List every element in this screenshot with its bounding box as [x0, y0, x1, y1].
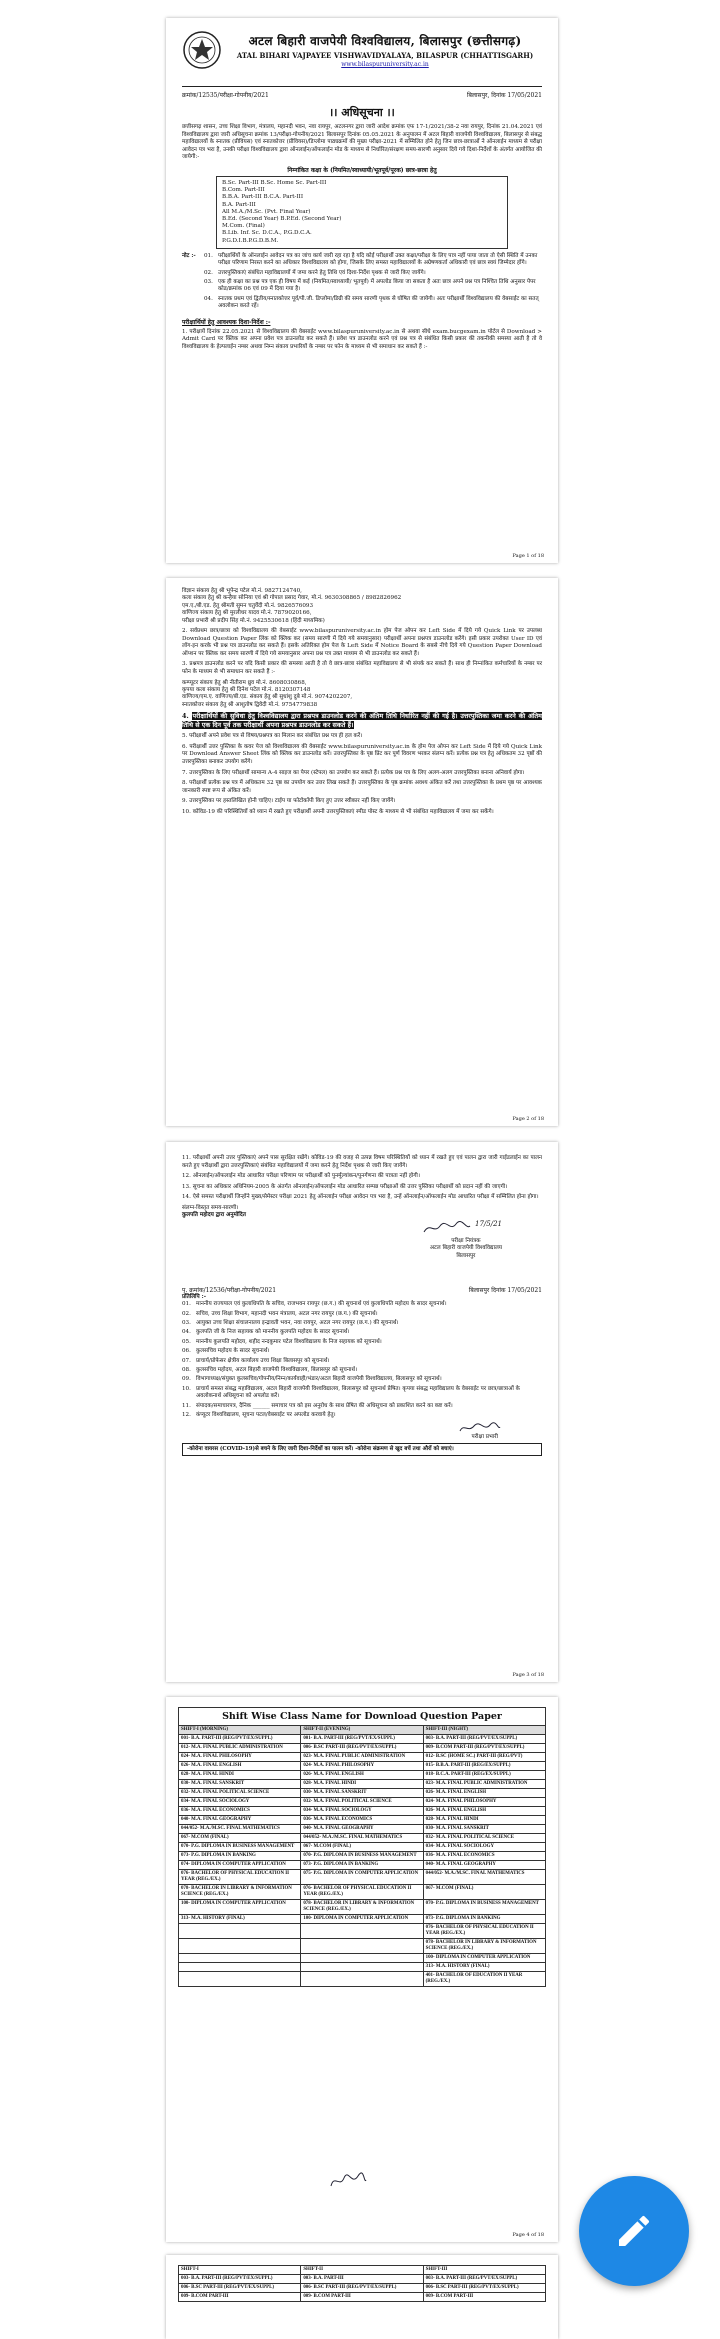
- copy-item: 01. माननीय राज्यपाल एवं कुलाधिपति के सचिव, राजभवन रायपुर (छ.ग.) की सूचनार्थ एवं कुलाधिपति महोदय के सादर सूचनार्थ।: [182, 1301, 447, 1308]
- guideline-item-6: 6. परीक्षार्थी उत्तर पुस्तिका के कवर पेज को विश्वविद्यालय की वेबसाईट www.bilaspuruniversity.ac.in के होम पेज ओपन कर Left Side में दिये गये Quick Link पर Download Answer Sheet लिंक को क्लिक कर डाउनलोड करें। उत्तरपुस्तिका के पृष्ठ प्रिंट कर पूर्ण विवरण भरकर संलग्न करें। प्रत्येक प्रश्न पत्र हेतु अधिकतम 32 पृष्ठों की उत्तरपुस्तिका बनाकर उपयोग करेंगे।: [182, 743, 542, 765]
- table-cell: [301, 1939, 423, 1954]
- table-cell: [301, 1924, 423, 1939]
- copy-item: 04. कुलपति जी के निज सहायक को माननीय कुलपति महोदय के सादर सूचनार्थ।: [182, 1329, 350, 1336]
- table-cell: 074- DIPLOMA IN COMPUTER APPLICATION: [179, 1861, 301, 1870]
- table-cell: 028- M.A. FINAL HINDI: [301, 1780, 423, 1789]
- table-cell: 009- B.COM PART-III: [179, 2293, 301, 2302]
- contact-line: एम.ए./बी.एड. हेतु श्रीमती सुमन चतुर्वेदी मो.नं. 9826576093: [182, 602, 314, 609]
- table-cell: 026- M.A. FINAL ENGLISH: [179, 1762, 301, 1771]
- table-cell: 073- P.G. DIPLOMA IN BANKING: [301, 1861, 423, 1870]
- document-page-1: [166, 18, 558, 563]
- page-number: Page 1 of 18: [512, 553, 544, 559]
- table-cell: 018- B.C.A. PART-III (REG/EX/SUPPL): [423, 1771, 545, 1780]
- helpline-line: स्नातकोत्तर संकाय हेतु श्री आशुतोष द्विवेदी मो.नं. 9754779838: [182, 701, 318, 708]
- signatory-title: परीक्षा नियंत्रक: [451, 1237, 481, 1244]
- course-item: M.Com. (Final): [222, 223, 265, 230]
- table-cell: 023- M.A. FINAL PUBLIC ADMINISTRATION: [423, 1780, 545, 1789]
- guideline-item-5: 5. परीक्षार्थी अपने प्रवेश पत्र से विषय/प्रश्नपत्र का मिलान कर संबंधित प्रश्न पत्र ही हल करें।: [182, 733, 363, 740]
- university-name-english: ATAL BIHARI VAJPAYEE VISHWAVIDYALAYA, BILASPUR (CHHATTISGARH): [236, 51, 534, 60]
- university-seal-icon: [182, 30, 222, 70]
- table-cell: 003- B.A. PART-III (REG/PVT/EX/SUPPL): [423, 1735, 545, 1744]
- guidelines-heading: परीक्षार्थियों हेतु आवश्यक दिशा-निर्देश :-: [182, 318, 271, 326]
- table-row: [179, 1744, 546, 1753]
- table-cell: 073- P.G. DIPLOMA IN BANKING: [423, 1915, 545, 1924]
- table-row: [179, 1735, 546, 1744]
- table-row: [179, 2293, 546, 2302]
- table-row: [179, 1825, 546, 1834]
- table-cell: 078- BACHELOR IN LIBRARY & INFORMATION SCIENCE (REG./EX.): [179, 1885, 301, 1900]
- table-cell: 026- M.A. FINAL ENGLISH: [423, 1789, 545, 1798]
- contact-line: विज्ञान संकाय हेतु श्री भूपेन्द्र पटेल मो.नं. 9827124740,: [182, 588, 302, 594]
- table-cell: 044/052- M.A./M.SC. FINAL MATHEMATICS: [179, 1825, 301, 1834]
- table-cell: 001- B.A. PART-III (REG/PVT/EX/SUPPL): [179, 1735, 301, 1744]
- table-row: [179, 1816, 546, 1825]
- table-cell: 003- B.A. PART-III: [301, 2275, 423, 2284]
- table-cell: [179, 1924, 301, 1939]
- table-cell: 313- M.A. HISTORY (FINAL): [179, 1915, 301, 1924]
- table-cell: [179, 1963, 301, 1972]
- table-cell: 024- M.A. FINAL PHILOSOPHY: [423, 1798, 545, 1807]
- table-row: [179, 1762, 546, 1771]
- table-row: [179, 1900, 546, 1915]
- page-number: Page 2 of 18: [512, 1116, 544, 1122]
- document-page-4: [166, 1697, 558, 2242]
- copy-item: 11. संपादक/समाचारपत्र, दैनिक ______ समाचार पत्र को इस अनुरोध के साथ प्रेषित की अधिसूचना को प्रकाशित करने का कष्ट करें।: [182, 1402, 453, 1409]
- attachment-note: संलग्न-विस्तृत समय-सारणी।: [182, 1204, 239, 1211]
- document-page-2: [166, 578, 558, 1126]
- course-table-title: निम्नांकित कक्षा के (नियमित/स्वाध्यायी/भूतपूर्व/पूरक) छात्र-छात्रा हेतु: [287, 166, 437, 174]
- table-cell: 075- P.G. DIPLOMA IN COMPUTER APPLICATION: [301, 1870, 423, 1885]
- table-cell: 006- B.SC PART-III (REG/PVT/EX/SUPPL): [423, 2284, 545, 2293]
- guideline-item-7: 7. उत्तरपुस्तिका के लिए परीक्षार्थी सामान्य A-4 साइज का पेपर (स्टेपल) का उपयोग कर सकते हैं। प्रत्येक प्रश्न पत्र के लिए अलग-अलग उत्तरपुस्तिका बनाना अनिवार्य होगा।: [182, 769, 525, 776]
- table-cell: 032- M.A. FINAL POLITICAL SCIENCE: [301, 1798, 423, 1807]
- table-row: [179, 1972, 546, 1987]
- contact-line: वाणिज्य संकाय हेतु श्री मुरलीधर यादव मो.नं. 7879020166,: [182, 610, 312, 617]
- reference-date: बिलासपुर, दिनांक 17/05/2021: [466, 92, 542, 99]
- notes-label: नोट :-: [182, 252, 196, 259]
- table-cell: 024- M.A. FINAL PHILOSOPHY: [301, 1762, 423, 1771]
- table-cell: [301, 1954, 423, 1963]
- table-row: [179, 1939, 546, 1954]
- notes-section: [182, 253, 542, 313]
- table-cell: 067- M.COM (FINAL): [301, 1843, 423, 1852]
- signatory-university: अटल बिहारी वाजपेयी विश्वविद्यालय: [429, 1245, 502, 1252]
- note-item: 03. एक ही कक्षा का प्रश्न पत्र एक ही विषय में कई (नियमित/स्वाध्यायी/ भूतपूर्व) में अपलोड किया जा सकता है अतः छात्र अपने प्रश्न पत्र निश्चित तिथि अनुसार पेपर कोड/क्रमांक 06 एवं 09 में दिया गया है।: [204, 279, 536, 293]
- table-cell: 070- P.G. DIPLOMA IN BUSINESS MANAGEMENT: [423, 1900, 545, 1915]
- helpline-line: कम्प्यूटर संकाय हेतु श्री नीतीराम ध्रुव मो.नं. 8608030868,: [182, 679, 307, 686]
- approval-note: कुलपति महोदय द्वारा अनुमोदित: [182, 1212, 246, 1219]
- document-page-3: [166, 1142, 558, 1682]
- table-cell: 032- M.A. FINAL POLITICAL SCIENCE: [423, 1834, 545, 1843]
- table-cell: 067- M.COM (FINAL): [179, 1834, 301, 1843]
- reference-number: क्रमांक/12535/परीक्षा-गोपनीय/2021: [182, 92, 269, 99]
- table-cell: 009- B.COM PART-III: [301, 2293, 423, 2302]
- table-row: [179, 1924, 546, 1939]
- notification-title: ।। अधिसूचना ।।: [329, 106, 395, 119]
- table-cell: [301, 1972, 423, 1987]
- table-row: [179, 1870, 546, 1885]
- shift-table: [178, 1725, 546, 1987]
- table-row: [179, 1852, 546, 1861]
- copy-item: 06. कुलसचिव महोदय के सादर सूचनार्थ।: [182, 1348, 270, 1355]
- note-item: 02. उत्तरपुस्तिकाएं संबंधित महाविद्यालयों में जमा करने हेतु तिथि एवं दिशा-निर्देश पृथक से जारी किए जायेंगे।: [204, 269, 426, 276]
- table-row: [179, 1780, 546, 1789]
- course-item: B.A. Part-III: [222, 201, 256, 208]
- table-cell: [179, 1939, 301, 1954]
- table-cell: 026- M.A. FINAL ENGLISH: [423, 1807, 545, 1816]
- table-cell: 067- M.COM (FINAL): [423, 1885, 545, 1900]
- edit-fab-button[interactable]: [579, 2176, 689, 2286]
- copy-item: 09. विभागाध्यक्ष/संयुक्त कुलसचिव/गोपनीय/निम्न/कार्यवाही/भंडार/अटल बिहारी वाजपेयी विश्वविद्यालय, बिलासपुर को सूचनार्थ।: [182, 1376, 442, 1383]
- shift-table-continued: [178, 2265, 546, 2302]
- university-website-link[interactable]: www.bilaspuruniversity.ac.in: [341, 61, 429, 68]
- copy-item: 12. कंप्यूटर विश्वविद्यालय, सूचना पटल/वेबसाईट पर अपलोड करवाये हेतु।: [182, 1412, 336, 1419]
- copy-item: 08. कुलसचिव महोदय, अटल बिहारी वाजपेयी विश्वविद्यालय, बिलासपुर को सूचनार्थ।: [182, 1367, 358, 1374]
- table-cell: 076- BACHELOR OF PHYSICAL EDUCATION II YEAR (REG./EX.): [301, 1885, 423, 1900]
- signatory-title: परीक्षा प्रभारी: [471, 1434, 498, 1441]
- handwritten-signature-icon: [328, 2170, 368, 2192]
- table-row: [179, 1915, 546, 1924]
- table-header-row: SHIFT-I (MORNING) SHIFT-II (EVENING) SHIFT-III (NIGHT): [179, 1726, 546, 1735]
- table-cell: 044/052- M.A./M.SC. FINAL MATHEMATICS: [301, 1834, 423, 1843]
- page-number: Page 4 of 18: [512, 2232, 544, 2238]
- table-cell: 073- P.G. DIPLOMA IN BANKING: [179, 1852, 301, 1861]
- table-cell: 034- M.A. FINAL SOCIOLOGY: [423, 1843, 545, 1852]
- copy-item: 10. प्राचार्य समस्त संबद्ध महाविद्यालय, अटल बिहारी वाजपेयी विश्वविद्यालय, बिलासपुर को सूचनार्थ प्रेषित। कृपया संबद्ध महाविद्यालय के वेबसाईट पर छात्र/छात्राओं के अवलोकनार्थ अधिसूचना को अपलोड करें।: [182, 1385, 520, 1400]
- guideline-item-9: 9. उत्तरपुस्तिका पर हस्तलिखित होनी चाहिए। टाईप या फोटोकॉपी किए हुए उत्तर स्वीकार नहीं किए जायेंगे।: [182, 798, 396, 805]
- helpline-line: वाणिज्य/एम.ए. वाणिज्य/बी.एड. संकाय हेतु श्री सुधांशु दुबे मो.नं. 9074202207,: [182, 694, 353, 701]
- table-cell: 034- M.A. FINAL SOCIOLOGY: [301, 1807, 423, 1816]
- helpline-line: कृपया कला संकाय हेतु श्री दिनेश पटेल मो.नं. 8120307148: [182, 687, 311, 693]
- handwritten-signature-icon: [422, 1220, 472, 1236]
- course-list: [216, 176, 508, 249]
- table-cell: 313- M.A. HISTORY (FINAL): [423, 1963, 545, 1972]
- table-cell: 003- B.A. PART-III (REG/PVT/EX/SUPPL): [179, 2275, 301, 2284]
- university-name-hindi: अटल बिहारी वाजपेयी विश्वविद्यालय, बिलासपुर (छत्तीसगढ़): [248, 34, 522, 48]
- table-cell: [179, 1972, 301, 1987]
- table-row: [179, 1885, 546, 1900]
- table-cell: 036- M.A. FINAL ECONOMICS: [423, 1852, 545, 1861]
- table-cell: 006- B.SC PART-III (REG/PVT/EX/SUPPL): [179, 2284, 301, 2293]
- table-header-row: SHIFT-I SHIFT-II SHIFT-III: [179, 2266, 546, 2275]
- guideline-item-11: 11. परीक्षार्थी अपनी उत्तर पुस्तिकाएं अपने पास सुरक्षित रखेंगे। कोविड-19 की वजह से उत्पन्न विषम परिस्थितियों को ध्यान में रखते हुए एवं पालन द्वारा जारी गाईडलाईन का पालन करते हुए परीक्षार्थी द्वारा उत्तरपुस्तिकाएं संबंधित महाविद्यालयों में जमा करने हेतु निर्देश पृथक से जारी किए जायेंगे।: [182, 1155, 542, 1169]
- table-cell: 401- BACHELOR OF EDUCATION II YEAR (REG./EX.): [423, 1972, 545, 1987]
- table-cell: 001- B.A. PART-III (REG/PVT/EX/SUPPL): [301, 1735, 423, 1744]
- edit-pencil-icon: [614, 2211, 654, 2251]
- note-item: 01. परीक्षार्थियों के ऑनलाईन आवेदन पत्र का जांच कार्य जारी रहा रहा है यदि कोई परीक्षार्थी उक्त कक्षा/परीक्षा के लिए पात्र नहीं पाया जाता तो ऐसी स्थिति में उनका परीक्षा परिणाम निरस्त करने का अधिकार विश्वविद्यालय को होगा, जिसके लिए समस्त महाविद्यालयों के अग्रेषणकर्ता अधिकारी एवं छात्र स्वयं जिम्मेदार होंगे।: [204, 252, 538, 267]
- table-row: [179, 1861, 546, 1870]
- table-row: [179, 1807, 546, 1816]
- table-cell: 100- DIPLOMA IN COMPUTER APPLICATION: [179, 1900, 301, 1915]
- table-cell: 040- M.A. FINAL GEOGRAPHY: [301, 1825, 423, 1834]
- table-cell: 030- M.A. FINAL SANSKRIT: [301, 1789, 423, 1798]
- guideline-item-13: 13. सूचना का अधिकार अधिनियम-2005 के अंतर्गत ऑनलाईन/ऑफलाईन मोड आधारित सम्पन्न परीक्षाओं की उत्तर पुस्तिका परीक्षार्थी को प्रदान नहीं की जाएगी।: [182, 1183, 508, 1190]
- copy-to-label: प्रतिलिपि :-: [182, 1293, 207, 1300]
- guideline-item-14: 14. ऐसे समस्त परीक्षार्थी जिन्होंने मुख्य/सेमेस्टर परीक्षा 2021 हेतु ऑनलाईन परीक्षा आवेदन पत्र भरा है, उन्हें ऑनलाईन/ऑफलाईन मोड आधारित परीक्षा में सम्मिलित होना होगा।: [182, 1194, 539, 1201]
- reference-line: [182, 91, 542, 99]
- guideline-item-8: 8. परीक्षार्थी प्रत्येक प्रश्न पत्र में अधिकतम 32 पृष्ठ का उपयोग कर उत्तर लिख सकते हैं। उत्तरपुस्तिका के पृष्ठ क्रमांक अवश्य अंकित करें तथा उत्तरपुस्तिका के प्रथम पृष्ठ पर आवश्यक जानकारी स्पष्ट रूप से अंकित करें।: [182, 780, 542, 794]
- course-item: All M.A./M.Sc. (Pvt. Final Year): [222, 208, 311, 215]
- signature-block-2: [182, 1421, 542, 1443]
- table-cell: 078- BACHELOR IN LIBRARY & INFORMATION SCIENCE (REG./EX.): [301, 1900, 423, 1915]
- table-cell: 023- M.A. FINAL PUBLIC ADMINISTRATION: [301, 1753, 423, 1762]
- table-cell: [301, 1963, 423, 1972]
- table-row: [179, 1963, 546, 1972]
- table-row: [179, 1771, 546, 1780]
- table-row: [179, 1843, 546, 1852]
- table-cell: 070- P.G. DIPLOMA IN BUSINESS MANAGEMENT: [301, 1852, 423, 1861]
- table-cell: 034- M.A. FINAL SOCIOLOGY: [179, 1798, 301, 1807]
- guideline-item-10: 10. कोविड-19 की परिस्थितियों को ध्यान में रखते हुए परीक्षार्थी अपनी उत्तरपुस्तिकाएं स्पीड पोस्ट के माध्यम से भी संबंधित महाविद्यालय में जमा कर सकेंगे।: [182, 808, 494, 815]
- table-cell: 076- BACHELOR OF PHYSICAL EDUCATION II YEAR (REG./EX.): [179, 1870, 301, 1885]
- signature-date: 17/5/21: [475, 1219, 502, 1228]
- document-page-5: [166, 2255, 558, 2339]
- letterhead: [182, 28, 542, 87]
- table-cell: 009- B.COM PART-III: [423, 2293, 545, 2302]
- table-cell: 044/052- M.A./M.SC. FINAL MATHEMATICS: [423, 1870, 545, 1885]
- copy-item: 05. माननीय कुलपति महोदय, शहीद नन्दकुमार पटेल विश्वविद्यालय के निज सहायक को सूचनार्थ।: [182, 1338, 382, 1345]
- guideline-item-4-highlighted: 4. परीक्षार्थियों की सुविधा हेतु विश्वविद्यालय द्वारा प्रश्नपत्र डाउनलोड करने की अंतिम तिथि निर्धारित नहीं की गई है। उत्तरपुस्तिका जमा करने की अंतिम तिथि से एक दिन पूर्व तक परीक्षार्थी अपना प्रश्नपत्र डाउनलोड कर सकते हैं।: [182, 712, 542, 730]
- table-cell: 028- M.A. FINAL HINDI: [179, 1771, 301, 1780]
- table-cell: 003- B.A. PART-III (REG/PVT/EX/SUPPL): [423, 2275, 545, 2284]
- intro-paragraph: छत्तीसगढ़ शासन, उच्च शिक्षा विभाग, मंत्रालय, महानदी भवन, नवा रायपुर, अटलनगर द्वारा जारी आदेश क्रमांक एफ 17-1/2021/38-2 नवा रायपुर, दिनांक 21.04.2021 एवं विश्वविद्यालय द्वारा जारी अधिसूचना क्रमांक 13/परीक्षा-गोपनीय/2021 बिलासपुर दिनांक 05.05.2021 के अनुपालन में अटल बिहारी वाजपेयी विश्वविद्यालय, बिलासपुर से संबद्ध महाविद्यालयों के स्नातक (प्रीवियस) एवं स्नातकोत्तर (प्रीवियस)/डिप्लोमा पाठ्यक्रमों की मुख्य परीक्षा-2021 में सम्मिलित होने हेतु जिन छात्र-छात्राओं ने ऑनलाईन माध्यम से परीक्षा आवेदन पत्र भरा है, उनकी परीक्षा विश्वविद्यालय द्वारा ऑनलाईन/ऑफलाईन मोड के माध्यम से निर्धारित/संरक्षण समय-सारणी अनुसार दिये गये दिशा-निर्देशों के अंतर्गत आयोजित की जायेगी:-: [182, 124, 542, 161]
- copy-item: 02. सचिव, उच्च शिक्षा विभाग, महानदी भवन मंत्रालय, अटल नगर रायपुर (छ.ग.) की सूचनार्थ।: [182, 1310, 378, 1317]
- table-cell: 015- B.B.A. PART-III (REG/EX/SUPPL): [423, 1762, 545, 1771]
- table-cell: [179, 1954, 301, 1963]
- note-item: 04. स्नातक प्रथम एवं द्वितीय/स्नातकोत्तर पूर्व/पी.जी. डिप्लोमा/डिग्री की समय सारणी पृथक से घोषित की जायेगी। अतः परीक्षार्थी विश्वविद्यालय की वेबसाईट का सतत् अवलोकन करते रहें।: [204, 295, 539, 310]
- course-item: B.Sc. Part-III B.Sc. Home Sc. Part-III: [222, 179, 327, 186]
- course-item: P.G.D.I.B.P.G.D.B.M.: [222, 237, 279, 244]
- covid-notice-box: -कोरोना वायरस (COVID-19)से बचने के लिए जारी दिशा-निर्देशों का पालन करें। -कोरोना संक्रमण से खुद बचें तथा औरों को बचाएं।: [182, 1443, 542, 1456]
- signature-block-1: [182, 1220, 542, 1282]
- copy-reference-date: बिलासपुर दिनांक 17/05/2021: [468, 1286, 542, 1294]
- table-cell: 028- M.A. FINAL HINDI: [423, 1816, 545, 1825]
- table-cell: 036- M.A. FINAL ECONOMICS: [179, 1807, 301, 1816]
- table-cell: 032- M.A. FINAL POLITICAL SCIENCE: [179, 1789, 301, 1798]
- copy-reference-number: पृ. क्रमांक/12536/परीक्षा-गोपनीय/2021: [182, 1286, 277, 1294]
- table-cell: 100- DIPLOMA IN COMPUTER APPLICATION: [301, 1915, 423, 1924]
- table-row: [179, 1954, 546, 1963]
- guideline-item-1: 1. परीक्षायें दिनांक 22.05.2021 से विश्वविद्यालय की वेबसाईट www.bilaspuruniversity.ac.in से अथवा सीधे exam.bucgexam.in पोर्टल से Download > Admit Card पर क्लिक कर अपना प्रवेश पत्र डाउनलोड कर सकते हैं। प्रवेश पत्र डाउनलोड करने एवं प्रश्न पत्र से संबंधित किसी प्रकार की तकनीकी समस्या आती है तो वे विश्वविद्यालय के हेल्पलाईन नम्बर अथवा निम्न संकाय प्रभारियों के नम्बर पर फोन के माध्यम से भी समाधान कर सकते हैं :-: [182, 328, 542, 350]
- table-cell: 040- M.A. FINAL GEOGRAPHY: [179, 1816, 301, 1825]
- contact-line: परीक्षा प्रभारी श्री प्रदीप सिंह मो.नं. 9425530618 (हिंदी माध्यमिक): [182, 617, 325, 624]
- guideline-item-2: 2. सर्वप्रथम छात्र/छात्रा को विश्वविद्यालय की वेबसाईट www.bilaspuruniversity.ac.in होम पेज ओपन कर Left Side में दिये गये Quick Link पर उपलब्ध Download Question Paper लिंक को क्लिक कर (समय सारणी में दिये गये समयानुसार) परीक्षार्थी अपना प्रश्नपत्र डाउनलोड करेंगे। इसी प्रकार उपरोक्त User ID एवं लॉग-इन करके भी प्रश्न पत्र डाउनलोड कर सकते हैं। इसके अतिरिक्त होम पेज के Left Side में Notice Board के सबसे नीचे दिये गये Question Paper Download ऑप्शन पर क्लिक कर समय सारणी में दिये गये समयानुसार अपना प्रश्न पत्र उक्त माध्यम से भी डाउनलोड कर सकते हैं।: [182, 628, 542, 657]
- table-cell: 100- DIPLOMA IN COMPUTER APPLICATION: [423, 1954, 545, 1963]
- copy-item: 03. आयुक्त उच्च शिक्षा संचालनालय इन्द्रावती भवन, नवा रायपुर, अटल नगर रायपुर (छ.ग.) की सूचनार्थ।: [182, 1320, 399, 1326]
- contact-line: कला संकाय हेतु श्री कन्हैया सोनिया एवं श्री गोपाल प्रसाद गेवार, मो.नं. 9630308865 / 8982826962: [182, 595, 402, 602]
- guideline-item-3: 3. प्रश्नपत्र डाउनलोड करने पर यदि किसी प्रकार की समस्या आती है तो वे छात्र-छात्रा संबंधित महाविद्यालय से भी संपर्क कर सकते हैं। साथ ही निम्नांकित कर्मचारियों के नम्बर पर फोन के माध्यम से भी समाधान कर सकते हैं :-: [182, 661, 542, 675]
- table-cell: 030- M.A. FINAL SANSKRIT: [179, 1780, 301, 1789]
- shift-table-title: Shift Wise Class Name for Download Question Paper: [178, 1707, 546, 1725]
- table-cell: 026- M.A. FINAL ENGLISH: [301, 1771, 423, 1780]
- table-cell: 012- B.SC (HOME SC.) PART-III (REG/PVT): [423, 1753, 545, 1762]
- table-row: [179, 1834, 546, 1843]
- course-item: B.Com. Part-III: [222, 187, 265, 194]
- table-row: [179, 2284, 546, 2293]
- copy-item: 07. प्राचार्य/प्रोफेसर क्षेत्रीय कार्यालय उच्च शिक्षा बिलासपुर को सूचनार्थ।: [182, 1357, 330, 1364]
- signatory-city: बिलासपुर: [456, 1252, 476, 1259]
- table-cell: 076- BACHELOR OF PHYSICAL EDUCATION II YEAR (REG./EX.): [423, 1924, 545, 1939]
- table-cell: 006- B.SC PART-III (REG/PVT/EX/SUPPL): [301, 2284, 423, 2293]
- table-row: [179, 1753, 546, 1762]
- table-row: [179, 1798, 546, 1807]
- guideline-item-12: 12. ऑनलाईन/ऑफलाईन मोड आधारित परीक्षा परिणाम पर परीक्षार्थी को पुनर्मूल्यांकन/पुनर्गणना की पात्रता नहीं होगी।: [182, 1173, 420, 1180]
- course-item: B.Lib. Inf. Sc. D.C.A., P.G.D.C.A.: [222, 230, 312, 237]
- table-cell: 040- M.A. FINAL GEOGRAPHY: [423, 1861, 545, 1870]
- table-row: [179, 2275, 546, 2284]
- table-cell: 078- BACHELOR IN LIBRARY & INFORMATION SCIENCE (REG./EX.): [423, 1939, 545, 1954]
- table-cell: 024- M.A. FINAL PHILOSOPHY: [179, 1753, 301, 1762]
- table-row: [179, 1789, 546, 1798]
- table-cell: 006- B.SC PART-III (REG/PVT/EX/SUPPL): [301, 1744, 423, 1753]
- copy-reference-line: [182, 1286, 542, 1294]
- course-item: B.B.A. Part-III B.C.A. Part-III: [222, 194, 304, 201]
- table-cell: 070- P.G. DIPLOMA IN BUSINESS MANAGEMENT: [179, 1843, 301, 1852]
- course-item: B.Ed. (Second Year) B.P.Ed. (Second Year): [222, 215, 342, 222]
- page-number: Page 3 of 18: [512, 1672, 544, 1678]
- table-cell: 012- M.A. FINAL PUBLIC ADMINISTRATION: [179, 1744, 301, 1753]
- table-cell: 009- B.COM PART-III (REG/PVT/EX/SUPPL): [423, 1744, 545, 1753]
- table-cell: 036- M.A. FINAL ECONOMICS: [301, 1816, 423, 1825]
- table-cell: 030- M.A. FINAL SANSKRIT: [423, 1825, 545, 1834]
